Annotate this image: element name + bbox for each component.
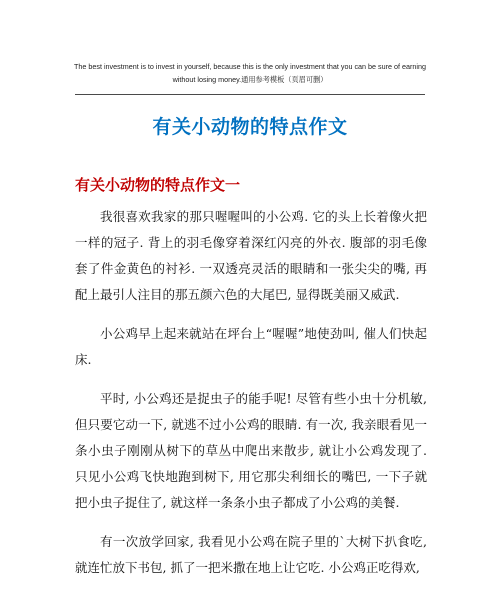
body-text: [75, 204, 427, 594]
paragraph-2: 小公鸡早上起来就站在坪台上“喔喔”地使劲叫, 催人们快起床.: [75, 326, 427, 367]
section-heading: 有关小动物的特点作文一: [75, 176, 241, 194]
header-tagline-line2: without losing money.通用参考模板（页眉可删）: [172, 75, 328, 84]
paragraph-1: 我很喜欢我家的那只喔喔叫的小公鸡. 它的头上长着像火把一样的冠子. 背上的羽毛像穿着深红闪亮的外衣. 腹部的羽毛像套了件金黄色的衬衫. 一双透亮灵活的眼睛和一张尖尖的嘴, 再配上最引人注目的那五颜六色的大尾巴, 显得既美丽又威武.: [75, 209, 427, 302]
paragraph-3: 平时, 小公鸡还是捉虫子的能手呢! 尽管有些小虫十分机敏, 但只要它动一下, 就逃不过小公鸡的眼睛. 有一次, 我亲眼看见一条小虫子刚刚从树下的草丛中爬出来散步, 就让小公鸡发现了. 只见小公鸡飞快地跑到树下, 用它那尖利细长的嘴巴, 一下子就把小虫子捉住了, 就这样一条条小虫子都成了小公鸡的美餐.: [75, 391, 427, 510]
header-divider: [75, 94, 425, 95]
page-header: [60, 60, 440, 86]
document-title: 有关小动物的特点作文: [152, 116, 348, 138]
header-tagline-line1: The best investment is to invest in yourself, because this is the only investment that you can be sure of earning: [74, 62, 426, 71]
paragraph-4: 有一次放学回家, 我看见小公鸡在院子里的`大树下扒食吃, 就连忙放下书包, 抓了一把米撒在地上让它吃. 小公鸡正吃得欢,: [75, 534, 427, 575]
